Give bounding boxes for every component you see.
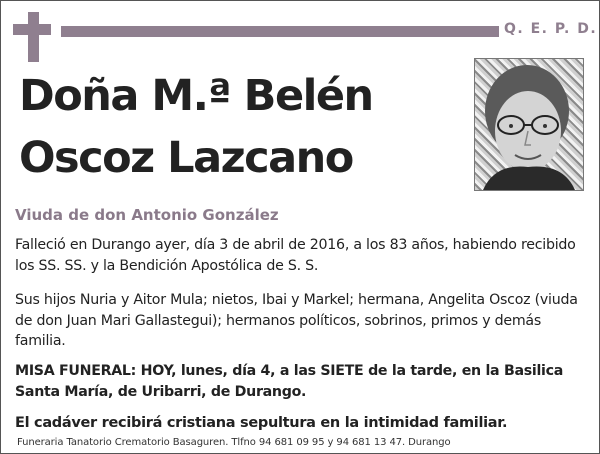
header-rule bbox=[61, 26, 499, 37]
death-notice-paragraph: Falleció en Durango ayer, día 3 de abril de 2016, a los 83 años, habiendo recibido los SS. SS. y la Bendición Apostólica de S. S. bbox=[15, 237, 576, 274]
deceased-name-line1: Doña M.ª Belén bbox=[19, 71, 373, 121]
deceased-name-line2: Oscoz Lazcano bbox=[19, 133, 353, 183]
burial-paragraph: El cadáver recibirá cristiana sepultura en la intimidad familiar. bbox=[15, 415, 508, 431]
portrait-image bbox=[475, 59, 583, 190]
family-paragraph: Sus hijos Nuria y Aitor Mula; nietos, Ibai y Markel; hermana, Angelita Oscoz (viuda de don Juan Mari Gallastegui); hermanos políticos, sobrinos, primos y demás familia. bbox=[15, 292, 578, 349]
deceased-photo bbox=[474, 58, 584, 191]
widow-of-line: Viuda de don Antonio González bbox=[15, 206, 279, 224]
qepd-label: Q. E. P. D. bbox=[504, 21, 598, 37]
funeral-mass-paragraph: MISA FUNERAL: HOY, lunes, día 4, a las SIETE de la tarde, en la Basilica Santa María, de Uribarri, de Durango. bbox=[15, 363, 563, 400]
cross-icon-bar bbox=[13, 24, 51, 35]
cross-icon bbox=[28, 12, 39, 62]
funeral-home-footer: Funeraria Tanatorio Crematorio Basaguren. Tlfno 94 681 09 95 y 94 681 13 47. Durango bbox=[17, 437, 451, 448]
